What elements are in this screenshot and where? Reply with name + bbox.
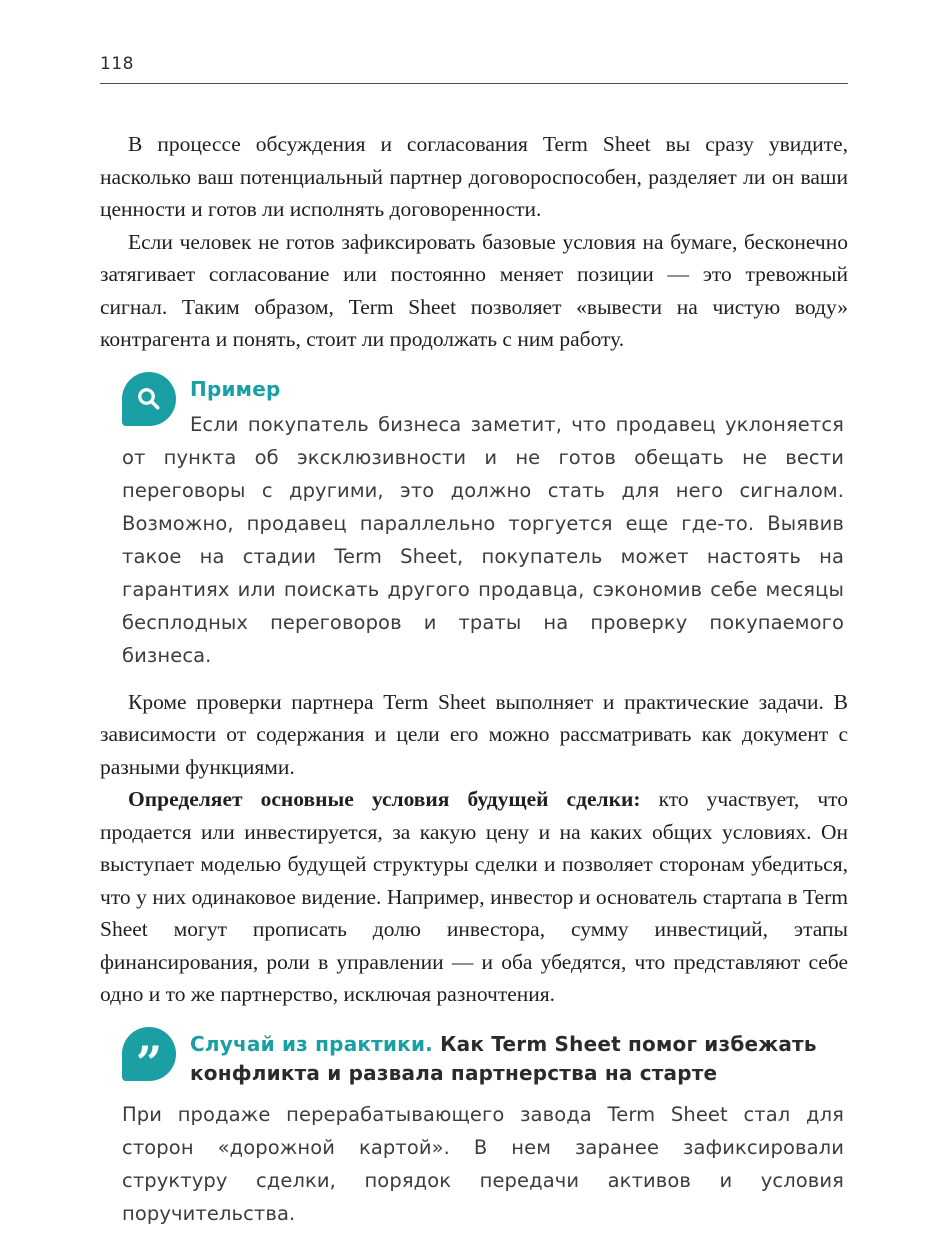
case-callout-title-accent: Случай из практики. <box>190 1031 433 1056</box>
page-header <box>100 54 848 84</box>
example-callout <box>122 372 844 672</box>
quote-glyph: ” <box>135 1035 163 1090</box>
case-callout <box>122 1027 844 1230</box>
body-paragraph-3: Кроме проверки партнера Term Sheet выполняет и практические задачи. В зависимости от содержания и цели его можно рассматривать как документ с разными функциями. <box>100 689 848 779</box>
body-paragraph-2: Если человек не готов зафиксировать базовые условия на бумаге, бесконечно затягивает согласование или постоянно меняет позиции — это тревожный сигнал. Таким образом, Term Sheet позволяет «вывести на чистую воду» контрагента и понять, стоит ли продолжать с ним работу. <box>100 229 848 351</box>
case-callout-body: При продаже перерабатывающего завода Term Sheet стал для сторон «дорожной картой». В нем заранее зафиксировали структуру сделки, порядок передачи активов и условия поручительства. <box>122 1102 844 1225</box>
page-number: 118 <box>100 54 134 74</box>
page-content <box>100 128 848 1230</box>
paragraph-4-rest: кто участвует, что продается или инвестируется, за какую цену и на каких общих условиях. Он выступает моделью будущей структуры сделки и позволяет сторонам убедиться, что у них одинаковое видение. Например, инвестор и основатель стартапа в Term Sheet могут прописать долю инвестора, сумму инвестиций, этапы финансирования, роли в управлении — и оба убедятся, что представляют себе одно и то же партнерство, исключая разночтения. <box>100 787 848 1006</box>
body-paragraph-1: В процессе обсуждения и согласования Term Sheet вы сразу увидите, насколько ваш потенциальный партнер договороспособен, разделяет ли он ваши ценности и готов ли исполнять договоренности. <box>100 132 848 221</box>
case-callout-title <box>122 1027 844 1088</box>
body-paragraph-4 <box>100 783 848 1011</box>
magnifier-icon <box>122 372 176 426</box>
quote-icon <box>122 1027 176 1090</box>
header-rule <box>100 83 848 84</box>
example-callout-body: Если покупатель бизнеса заметит, что продавец уклоняется от пункта об эксклюзивности и не готов обещать не вести переговоры с другими, это должно стать для него сигналом. Возможно, продавец параллельно торгуется еще где-то. Выявив такое на стадии Term Sheet, покупатель может настоять на гарантиях или поискать другого продавца, сэкономив себе месяцы бесплодных переговоров и траты на проверку покупаемого бизнеса. <box>122 412 844 667</box>
paragraph-4-bold-lead: Определяет основные условия будущей сделки: <box>128 787 641 811</box>
case-callout-title-rest: Как Term Sheet помог избежать конфликта и развала партнерства на старте <box>190 1031 817 1085</box>
example-callout-title: Пример <box>190 376 281 401</box>
